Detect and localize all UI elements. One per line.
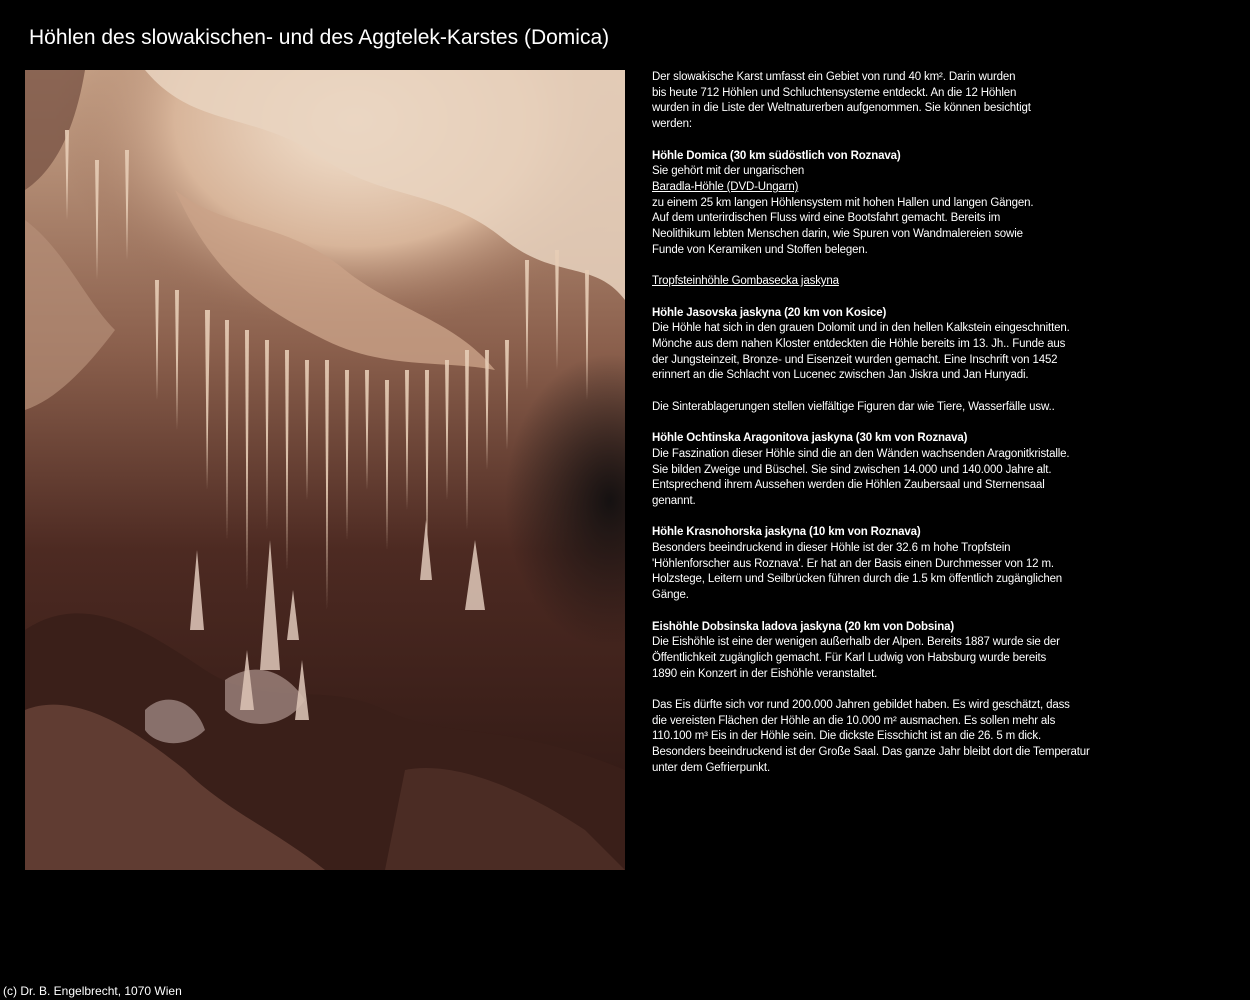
krasnohorska-heading: Höhle Krasnohorska jaskyna (10 km von Roznava) [652,526,921,539]
domica-line: zu einem 25 km langen Höhlensystem mit hohen Hallen und langen Gängen. [652,196,1034,209]
article-text [652,70,1242,792]
ochtinska-section [652,431,1242,510]
baradla-link[interactable]: Baradla-Höhle (DVD-Ungarn) [652,180,799,193]
ochtinska-line: Sie bilden Zweige und Büschel. Sie sind zwischen 14.000 und 140.000 Jahre alt. [652,463,1052,476]
ochtinska-line: genannt. [652,494,696,507]
krasnohorska-line: Gänge. [652,589,689,602]
dobsinska-heading: Eishöhle Dobsinska ladova jaskyna (20 km von Dobsina) [652,620,955,633]
domica-line: Auf dem unterirdischen Fluss wird eine Bootsfahrt gemacht. Bereits im [652,212,1001,225]
dobsinska-line: Das Eis dürfte sich vor rund 200.000 Jahren gebildet haben. Es wird geschätzt, dass [652,699,1070,711]
jasovska-line: Mönche aus dem nahen Kloster entdeckten die Höhle bereits im 13. Jh.. Funde aus [652,337,1066,350]
domica-line: Sie gehört mit der ungarischen [652,165,805,178]
ochtinska-heading: Höhle Ochtinska Aragonitova jaskyna (30 km von Roznava) [652,432,968,445]
jasovska-extra [652,400,1242,416]
domica-line: Neolithikum lebten Menschen darin, wie Spuren von Wandmalereien sowie [652,228,1023,241]
gombasecka-link[interactable]: Tropfsteinhöhle Gombasecka jaskyna [652,275,839,288]
dobsinska-line: 110.100 m³ Eis in der Höhle sein. Die dickste Eisschicht ist an die 26. 5 m dick. [652,730,1042,743]
intro-line: Der slowakische Karst umfasst ein Gebiet von rund 40 km². Darin wurden [652,71,1016,83]
intro-line: wurden in die Liste der Weltnaturerben aufgenommen. Sie können besichtigt [652,102,1031,115]
dobsinska-line: Die Eishöhle ist eine der wenigen außerhalb der Alpen. Bereits 1887 wurde sie der [652,636,1060,649]
domica-line: Funde von Keramiken und Stoffen belegen. [652,243,868,256]
dobsinska-line: Besonders beeindruckend ist der Große Saal. Das ganze Jahr bleibt dort die Temperatur [652,746,1090,759]
dobsinska-line: 1890 ein Konzert in der Eishöhle veranstaltet. [652,667,878,680]
dobsinska-section [652,620,1242,683]
domica-section [652,149,1242,259]
intro-line: bis heute 712 Höhlen und Schluchtensysteme entdeckt. An die 12 Höhlen [652,86,1017,99]
jasovska-line: der Jungsteinzeit, Bronze- und Eisenzeit wurden gemacht. Eine Inschrift von 1452 [652,353,1058,366]
cave-photo [25,70,625,870]
cave-photo-illustration [25,70,625,870]
dobsinska-line: unter dem Gefrierpunkt. [652,761,770,774]
copyright-notice: (c) Dr. B. Engelbrecht, 1070 Wien [3,984,182,998]
dobsinska-line: die vereisten Flächen der Höhle an die 10.000 m² ausmachen. Es sollen mehr als [652,714,1056,727]
jasovska-section [652,306,1242,385]
jasovska-heading: Höhle Jasovska jaskyna (20 km von Kosice) [652,306,887,319]
jasovska-line: Die Höhle hat sich in den grauen Dolomit und in den hellen Kalkstein eingeschnitten. [652,322,1070,335]
intro-paragraph [652,70,1242,133]
page-title: Höhlen des slowakischen- und des Aggtelek-Karstes (Domica) [29,26,610,49]
krasnohorska-line: Besonders beeindruckend in dieser Höhle ist der 32.6 m hohe Tropfstein [652,542,1011,554]
ochtinska-line: Die Faszination dieser Höhle sind die an den Wänden wachsenden Aragonitkristalle. [652,447,1070,460]
jasovska-line: erinnert an die Schlacht von Lucenec zwischen Jan Jiskra und Jan Hunyadi. [652,369,1029,382]
krasnohorska-line: 'Höhlenforscher aus Roznava'. Er hat an der Basis einen Durchmesser von 12 m. [652,557,1054,570]
dobsinska-line: Öffentlichkeit zugänglich gemacht. Für Karl Ludwig von Habsburg wurde bereits [652,651,1047,664]
intro-line: werden: [652,118,692,131]
krasnohorska-section [652,525,1242,604]
krasnohorska-line: Holzstege, Leitern und Seilbrücken führen durch die 1.5 km öffentlich zugänglichen [652,573,1063,586]
domica-heading: Höhle Domica (30 km südöstlich von Roznava) [652,149,901,162]
dobsinska-section-2 [652,698,1242,777]
jasovska-extra-line: Die Sinterablagerungen stellen vielfältige Figuren dar wie Tiere, Wasserfälle usw.. [652,400,1055,413]
ochtinska-line: Entsprechend ihrem Aussehen werden die Höhlen Zaubersaal und Sternensaal [652,479,1045,492]
gombasecka-section [652,274,1242,290]
